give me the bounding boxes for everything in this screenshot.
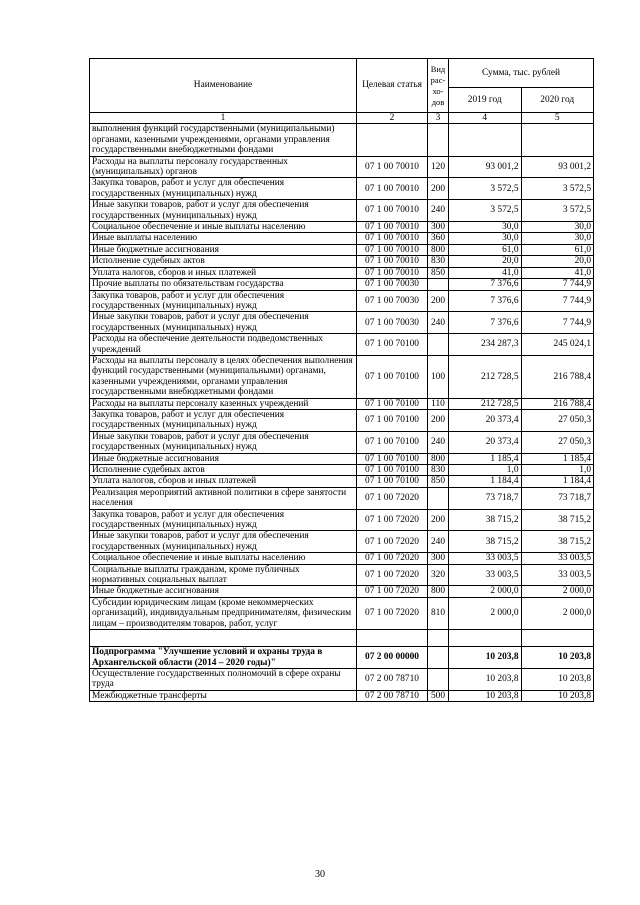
row-name: Исполнение судебных актов — [90, 256, 357, 267]
row-sum-2019: 30,0 — [449, 233, 522, 244]
row-code: 07 1 00 72020 — [357, 487, 428, 509]
row-vid: 300 — [428, 222, 449, 233]
header-name: Наименование — [90, 59, 357, 113]
row-name: Подпрограмма "Улучшение условий и охраны труда в Архангельской области (2014 – 2020 годы)" — [90, 647, 357, 669]
row-sum-2019: 20 373,4 — [449, 431, 522, 453]
table-row — [90, 233, 594, 244]
row-name: Уплата налогов, сборов и иных платежей — [90, 476, 357, 487]
row-vid: 240 — [428, 312, 449, 334]
table-row — [90, 290, 594, 312]
row-sum-2020: 61,0 — [521, 244, 594, 255]
table-row — [90, 256, 594, 267]
row-name: Иные бюджетные ассигнования — [90, 586, 357, 597]
row-sum-2019: 41,0 — [449, 267, 522, 278]
row-sum-2019: 73 718,7 — [449, 487, 522, 509]
table-row — [90, 267, 594, 278]
row-name: Иные бюджетные ассигнования — [90, 244, 357, 255]
row-sum-2020 — [521, 124, 594, 156]
row-sum-2019: 33 003,5 — [449, 553, 522, 564]
row-code: 07 1 00 70100 — [357, 431, 428, 453]
row-name: Расходы на выплаты персоналу казенных учреждений — [90, 398, 357, 409]
row-name: Межбюджетные трансферты — [90, 690, 357, 701]
row-name: Иные закупки товаров, работ и услуг для обеспечения государственных (муниципальных) нужд — [90, 431, 357, 453]
row-name: Иные закупки товаров, работ и услуг для обеспечения государственных (муниципальных) нужд — [90, 531, 357, 553]
table-row — [90, 531, 594, 553]
row-sum-2020: 3 572,5 — [521, 200, 594, 222]
row-sum-2019: 1 185,4 — [449, 453, 522, 464]
table-row — [90, 178, 594, 200]
row-vid: 200 — [428, 409, 449, 431]
header-code: Целевая статья — [357, 59, 428, 113]
row-vid: 240 — [428, 200, 449, 222]
row-sum-2019 — [449, 124, 522, 156]
row-vid — [428, 630, 449, 647]
row-code: 07 1 00 70100 — [357, 476, 428, 487]
row-sum-2020: 38 715,2 — [521, 509, 594, 531]
header-vid: Вид рас-хо-дов — [428, 59, 449, 113]
row-sum-2019: 1,0 — [449, 465, 522, 476]
table-row — [90, 586, 594, 597]
column-index: 3 — [428, 113, 449, 124]
table-row — [90, 312, 594, 334]
row-code: 07 1 00 70100 — [357, 398, 428, 409]
row-name: Осуществление государственных полномочий в сфере охраны труда — [90, 668, 357, 690]
row-sum-2020: 216 788,4 — [521, 355, 594, 398]
row-name: Закупка товаров, работ и услуг для обеспечения государственных (муниципальных) нужд — [90, 409, 357, 431]
row-sum-2020: 7 744,9 — [521, 279, 594, 290]
row-name — [90, 630, 357, 647]
row-code: 07 1 00 72020 — [357, 531, 428, 553]
row-sum-2020: 27 050,3 — [521, 431, 594, 453]
row-vid: 300 — [428, 553, 449, 564]
row-name: Расходы на обеспечение деятельности подведомственных учреждений — [90, 334, 357, 356]
row-code: 07 1 00 70010 — [357, 267, 428, 278]
row-name: Расходы на выплаты персоналу в целях обеспечения выполнения функций государственными (муниципальными) органами, казенными учреждениями, органами управления государственными внебюджетными фондами — [90, 355, 357, 398]
table-row — [90, 124, 594, 156]
row-sum-2020: 10 203,8 — [521, 668, 594, 690]
row-vid: 800 — [428, 244, 449, 255]
row-sum-2019: 7 376,6 — [449, 312, 522, 334]
row-code: 07 1 00 70010 — [357, 244, 428, 255]
row-code: 07 1 00 70010 — [357, 178, 428, 200]
row-sum-2019: 234 287,3 — [449, 334, 522, 356]
row-sum-2020: 73 718,7 — [521, 487, 594, 509]
row-sum-2020: 3 572,5 — [521, 178, 594, 200]
row-vid — [428, 334, 449, 356]
row-vid: 110 — [428, 398, 449, 409]
row-code: 07 1 00 70100 — [357, 334, 428, 356]
row-vid: 120 — [428, 156, 449, 178]
row-vid: 100 — [428, 355, 449, 398]
row-vid: 800 — [428, 586, 449, 597]
row-vid: 240 — [428, 531, 449, 553]
row-name: Расходы на выплаты персоналу государственных (муниципальных) органов — [90, 156, 357, 178]
row-sum-2019: 212 728,5 — [449, 355, 522, 398]
table-row — [90, 476, 594, 487]
row-code: 07 1 00 70100 — [357, 409, 428, 431]
row-sum-2020: 38 715,2 — [521, 531, 594, 553]
row-name: Субсидии юридическим лицам (кроме некоммерческих организаций), индивидуальным предпринимателям, физическим лицам – производителям товаров, работ, услуг — [90, 597, 357, 629]
row-vid: 200 — [428, 178, 449, 200]
row-sum-2019: 2 000,0 — [449, 586, 522, 597]
row-vid: 850 — [428, 267, 449, 278]
row-vid: 830 — [428, 465, 449, 476]
row-sum-2020: 7 744,9 — [521, 312, 594, 334]
row-name: Исполнение судебных актов — [90, 465, 357, 476]
table-row — [90, 668, 594, 690]
row-sum-2020 — [521, 630, 594, 647]
row-code: 07 1 00 70030 — [357, 312, 428, 334]
row-sum-2020: 216 788,4 — [521, 398, 594, 409]
column-index: 1 — [90, 113, 357, 124]
table-row — [90, 564, 594, 586]
row-sum-2020: 41,0 — [521, 267, 594, 278]
row-sum-2020: 245 024,1 — [521, 334, 594, 356]
row-sum-2020: 30,0 — [521, 222, 594, 233]
table-row — [90, 487, 594, 509]
row-name: Реализация мероприятий активной политики в сфере занятости населения — [90, 487, 357, 509]
row-sum-2019 — [449, 630, 522, 647]
row-sum-2019: 33 003,5 — [449, 564, 522, 586]
budget-table — [89, 58, 594, 702]
row-vid: 500 — [428, 690, 449, 701]
row-sum-2019: 20 373,4 — [449, 409, 522, 431]
row-code — [357, 124, 428, 156]
row-code: 07 1 00 70030 — [357, 290, 428, 312]
row-sum-2020: 1,0 — [521, 465, 594, 476]
table-row — [90, 398, 594, 409]
table-row — [90, 355, 594, 398]
row-vid: 830 — [428, 256, 449, 267]
row-code — [357, 630, 428, 647]
row-sum-2020: 30,0 — [521, 233, 594, 244]
header-2019: 2019 год — [449, 88, 522, 113]
row-name: Социальное обеспечение и иные выплаты населению — [90, 222, 357, 233]
row-vid — [428, 124, 449, 156]
row-name: Социальное обеспечение и иные выплаты населению — [90, 553, 357, 564]
row-sum-2020: 20,0 — [521, 256, 594, 267]
row-code: 07 1 00 70100 — [357, 355, 428, 398]
table-row — [90, 597, 594, 629]
row-vid: 800 — [428, 453, 449, 464]
row-vid: 810 — [428, 597, 449, 629]
table-row — [90, 509, 594, 531]
row-code: 07 1 00 70010 — [357, 222, 428, 233]
row-sum-2019: 38 715,2 — [449, 531, 522, 553]
row-code: 07 1 00 70100 — [357, 453, 428, 464]
table-row — [90, 647, 594, 669]
table-row — [90, 465, 594, 476]
row-code: 07 2 00 00000 — [357, 647, 428, 669]
row-sum-2019: 3 572,5 — [449, 178, 522, 200]
table-row — [90, 279, 594, 290]
row-name: выполнения функций государственными (муниципальными) органами, казенными учреждениями, органами управления государственными внебюджетными фондами — [90, 124, 357, 156]
row-name: Закупка товаров, работ и услуг для обеспечения государственных (муниципальных) нужд — [90, 290, 357, 312]
row-vid — [428, 668, 449, 690]
row-sum-2020: 10 203,8 — [521, 647, 594, 669]
row-code: 07 1 00 70010 — [357, 233, 428, 244]
row-sum-2019: 10 203,8 — [449, 690, 522, 701]
row-vid: 850 — [428, 476, 449, 487]
table-row — [90, 200, 594, 222]
row-name: Закупка товаров, работ и услуг для обеспечения государственных (муниципальных) нужд — [90, 509, 357, 531]
row-name: Социальные выплаты гражданам, кроме публичных нормативных социальных выплат — [90, 564, 357, 586]
row-name: Прочие выплаты по обязательствам государства — [90, 279, 357, 290]
header-sum: Сумма, тыс. рублей — [449, 59, 594, 88]
table-row — [90, 244, 594, 255]
table-row — [90, 553, 594, 564]
table-row — [90, 453, 594, 464]
row-vid — [428, 279, 449, 290]
row-vid: 200 — [428, 509, 449, 531]
row-code: 07 2 00 78710 — [357, 690, 428, 701]
row-sum-2019: 1 184,4 — [449, 476, 522, 487]
row-sum-2019: 7 376,6 — [449, 290, 522, 312]
column-index-row — [90, 113, 594, 124]
row-code: 07 1 00 70010 — [357, 256, 428, 267]
row-code: 07 1 00 72020 — [357, 509, 428, 531]
row-code: 07 1 00 72020 — [357, 564, 428, 586]
row-vid: 200 — [428, 290, 449, 312]
row-sum-2019: 10 203,8 — [449, 647, 522, 669]
row-sum-2020: 1 185,4 — [521, 453, 594, 464]
row-vid — [428, 647, 449, 669]
row-name: Иные бюджетные ассигнования — [90, 453, 357, 464]
row-name: Иные закупки товаров, работ и услуг для обеспечения государственных (муниципальных) нужд — [90, 312, 357, 334]
row-name: Иные закупки товаров, работ и услуг для обеспечения государственных (муниципальных) нужд — [90, 200, 357, 222]
row-sum-2019: 3 572,5 — [449, 200, 522, 222]
row-sum-2019: 38 715,2 — [449, 509, 522, 531]
table-row — [90, 630, 594, 647]
row-sum-2019: 30,0 — [449, 222, 522, 233]
row-name: Уплата налогов, сборов и иных платежей — [90, 267, 357, 278]
row-sum-2019: 10 203,8 — [449, 668, 522, 690]
row-code: 07 1 00 70100 — [357, 465, 428, 476]
row-code: 07 1 00 72020 — [357, 553, 428, 564]
table-row — [90, 690, 594, 701]
row-sum-2020: 10 203,8 — [521, 690, 594, 701]
row-code: 07 1 00 72020 — [357, 597, 428, 629]
table-row — [90, 222, 594, 233]
row-sum-2020: 33 003,5 — [521, 553, 594, 564]
row-sum-2020: 1 184,4 — [521, 476, 594, 487]
table-body — [90, 124, 594, 702]
table-row — [90, 409, 594, 431]
row-name: Иные выплаты населению — [90, 233, 357, 244]
row-code: 07 1 00 70010 — [357, 200, 428, 222]
row-vid: 240 — [428, 431, 449, 453]
row-sum-2020: 2 000,0 — [521, 597, 594, 629]
row-sum-2019: 61,0 — [449, 244, 522, 255]
row-code: 07 1 00 70030 — [357, 279, 428, 290]
column-index: 5 — [521, 113, 594, 124]
row-code: 07 1 00 72020 — [357, 586, 428, 597]
row-sum-2020: 33 003,5 — [521, 564, 594, 586]
row-sum-2019: 212 728,5 — [449, 398, 522, 409]
header-2020: 2020 год — [521, 88, 594, 113]
row-vid — [428, 487, 449, 509]
row-sum-2020: 27 050,3 — [521, 409, 594, 431]
row-sum-2019: 20,0 — [449, 256, 522, 267]
table-row — [90, 156, 594, 178]
row-vid: 360 — [428, 233, 449, 244]
row-sum-2020: 93 001,2 — [521, 156, 594, 178]
row-name: Закупка товаров, работ и услуг для обеспечения государственных (муниципальных) нужд — [90, 178, 357, 200]
row-vid: 320 — [428, 564, 449, 586]
row-sum-2019: 7 376,6 — [449, 279, 522, 290]
column-index: 4 — [449, 113, 522, 124]
row-sum-2020: 2 000,0 — [521, 586, 594, 597]
row-sum-2019: 2 000,0 — [449, 597, 522, 629]
row-sum-2020: 7 744,9 — [521, 290, 594, 312]
table-row — [90, 334, 594, 356]
row-code: 07 2 00 78710 — [357, 668, 428, 690]
column-index: 2 — [357, 113, 428, 124]
row-sum-2019: 93 001,2 — [449, 156, 522, 178]
row-code: 07 1 00 70010 — [357, 156, 428, 178]
table-row — [90, 431, 594, 453]
page-number: 30 — [315, 869, 325, 880]
